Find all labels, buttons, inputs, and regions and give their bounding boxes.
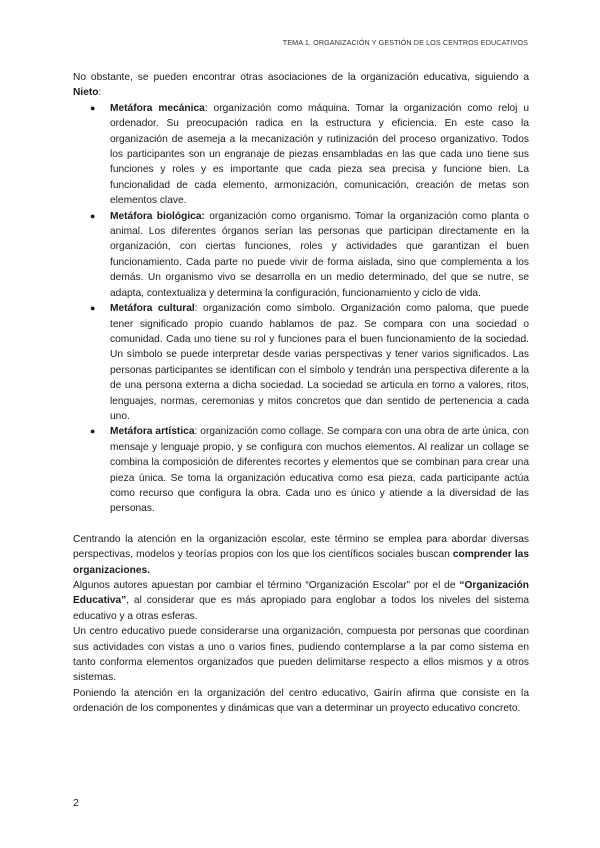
bullet-icon: ● (90, 426, 96, 437)
metaphor-text: organización como collage. Se compara con una obra de arte única, con mensaje y lenguaje propio, y se configura con muchos elementos. Al realizar un collage se combina la composición de diferentes recortes y elementos que se combinan para crear una pieza única. Se toma la organización educativa como esa pieza, cada participante actúa como recurso que configura la obra. Cada uno es único y atiende a la diversidad de las personas. (110, 426, 529, 515)
section-gap (73, 517, 529, 532)
metaphor-list (73, 101, 529, 517)
paragraph-centro-educativo: Un centro educativo puede considerarse una organización, compuesta por personas que coordinan sus actividades con vistas a uno o varios fines, pudiendo contemplarse a la par como sistema en tanto conforma elementos organizados que pueden delimitarse respecto a ellos mismos y a otros sistemas. (73, 626, 529, 684)
paragraph-organization-school: Centrando la atención en la organización escolar, este término se emplea para abordar diversas perspectivas, modelos y teorías propios con los que los científicos sociales buscan comprender las organizaciones. (73, 533, 529, 576)
list-item: ● Metáfora artística: organización como collage. Se compara con una obra de arte única, con mensaje y lenguaje propio, y se configura con muchos elementos. Al realizar un collage se combina la composición de diferentes recortes y elementos que se combinan para crear una pieza única. Se toma la organización educativa como esa pieza, cada participante actúa como recurso que configura la obra. Cada uno es único y atiende a la diversidad de las personas. (90, 426, 529, 515)
bullet-icon: ● (90, 303, 96, 314)
paragraph-organization-educativa: Algunos autores apuestan por cambiar el término “Organización Escolar” por el de “Organización Educativa”, al considerar que es más apropiado para englobar a todos los niveles del sistema educativo y a otras esferas. (73, 580, 529, 622)
metaphor-title: Metáfora mecánica (110, 102, 205, 114)
page-header: TEMA 1. ORGANIZACIÓN Y GESTIÓN DE LOS CENTROS EDUCATIVOS (282, 38, 528, 47)
paragraph-gairin: Poniendo la atención en la organización del centro educativo, Gairín afirma que consiste en la ordenación de los componentes y dinámicas que van a determinar un proyecto educativo concreto. (73, 687, 529, 715)
intro-paragraph: No obstante, se pueden encontrar otras asociaciones de la organización educativa, siguiendo a Nieto: (73, 72, 529, 99)
metaphor-title: Metáfora biológica: (110, 210, 205, 222)
list-item: ● Metáfora cultural: organización como símbolo. Organización como paloma, que puede tener significado propio cuando hablamos de paz. Se compara con una sociedad o comunidad. Cada uno tiene su rol y funciones para el buen funcionamiento de la sociedad. Un símbolo se puede interpretar desde varias perspectivas y tener varios significados. Las personas participantes se identifican con el símbolo y tendrán una perspectiva diferente a la de una persona externa a dicha sociedad. La sociedad se articula en torno a valores, ritos, lenguajes, normas, ceremonias y mitos concretos que dan sentido de pertenencia a cada uno. (90, 303, 529, 422)
list-item: ● Metáfora mecánica: organización como máquina. Tomar la organización como reloj u ordenador. Su preocupación radica en la estructura y eficiencia. En este caso la organización de asemeja a la mecanización y rutinización del proceso organizativo. Todos los participantes son un engranaje de piezas ensambladas en las que cada uno tiene sus funciones y roles y es importante que cada pieza sea precisa y funcione bien. La funcionalidad de cada elemento, armonización, comunicación, creación de metas son elementos clave. (90, 102, 529, 207)
author-name: Nieto (73, 87, 99, 99)
metaphor-text: organización como máquina. Tomar la organización como reloj u ordenador. Su preocupación radica en la estructura y eficiencia. En este caso la organización de asemeja a la mecanización y rutinización del proceso organizativo. Todos los participantes son un engranaje de piezas ensambladas en las que cada uno tiene sus funciones y roles y es importante que cada pieza sea precisa y funcione bien. La funcionalidad de cada elemento, armonización, comunicación, creación de metas son elementos clave. (110, 102, 529, 207)
metaphor-text: organización como organismo. Tomar la organización como planta o animal. Los diferentes órganos serían las personas que participan directamente en la organización, con ciertas funciones, roles y actividades que garantizan el buen funcionamiento. Cada parte no puede vivir de forma aislada, sino que complementa a los demás. Un organismo vivo se desarrolla en un medio determinado, del que se nutre, se adapta, contextualiza y determina la configuración, funcionamiento y ciclo de vida. (110, 210, 529, 299)
page-number: 2 (73, 797, 79, 809)
bullet-icon: ● (90, 210, 96, 221)
list-item (90, 209, 529, 301)
metaphor-text: organización como símbolo. Organización como paloma, que puede tener significado propio cuando hablamos de paz. Se compara con una sociedad o comunidad. Cada uno tiene su rol y funciones para el buen funcionamiento de la sociedad. Un símbolo se puede interpretar desde varias perspectivas y tener varios significados. Las personas participantes se identifican con el símbolo y tendrán una perspectiva diferente a la de una persona externa a dicha sociedad. La sociedad se articula en torno a valores, ritos, lenguajes, normas, ceremonias y mitos concretos que dan sentido de pertenencia a cada uno. (110, 303, 529, 422)
metaphor-title: Metáfora artística (110, 426, 195, 438)
bullet-icon: ● (90, 102, 96, 113)
page-content (73, 70, 529, 717)
metaphor-title: Metáfora cultural (110, 303, 195, 315)
